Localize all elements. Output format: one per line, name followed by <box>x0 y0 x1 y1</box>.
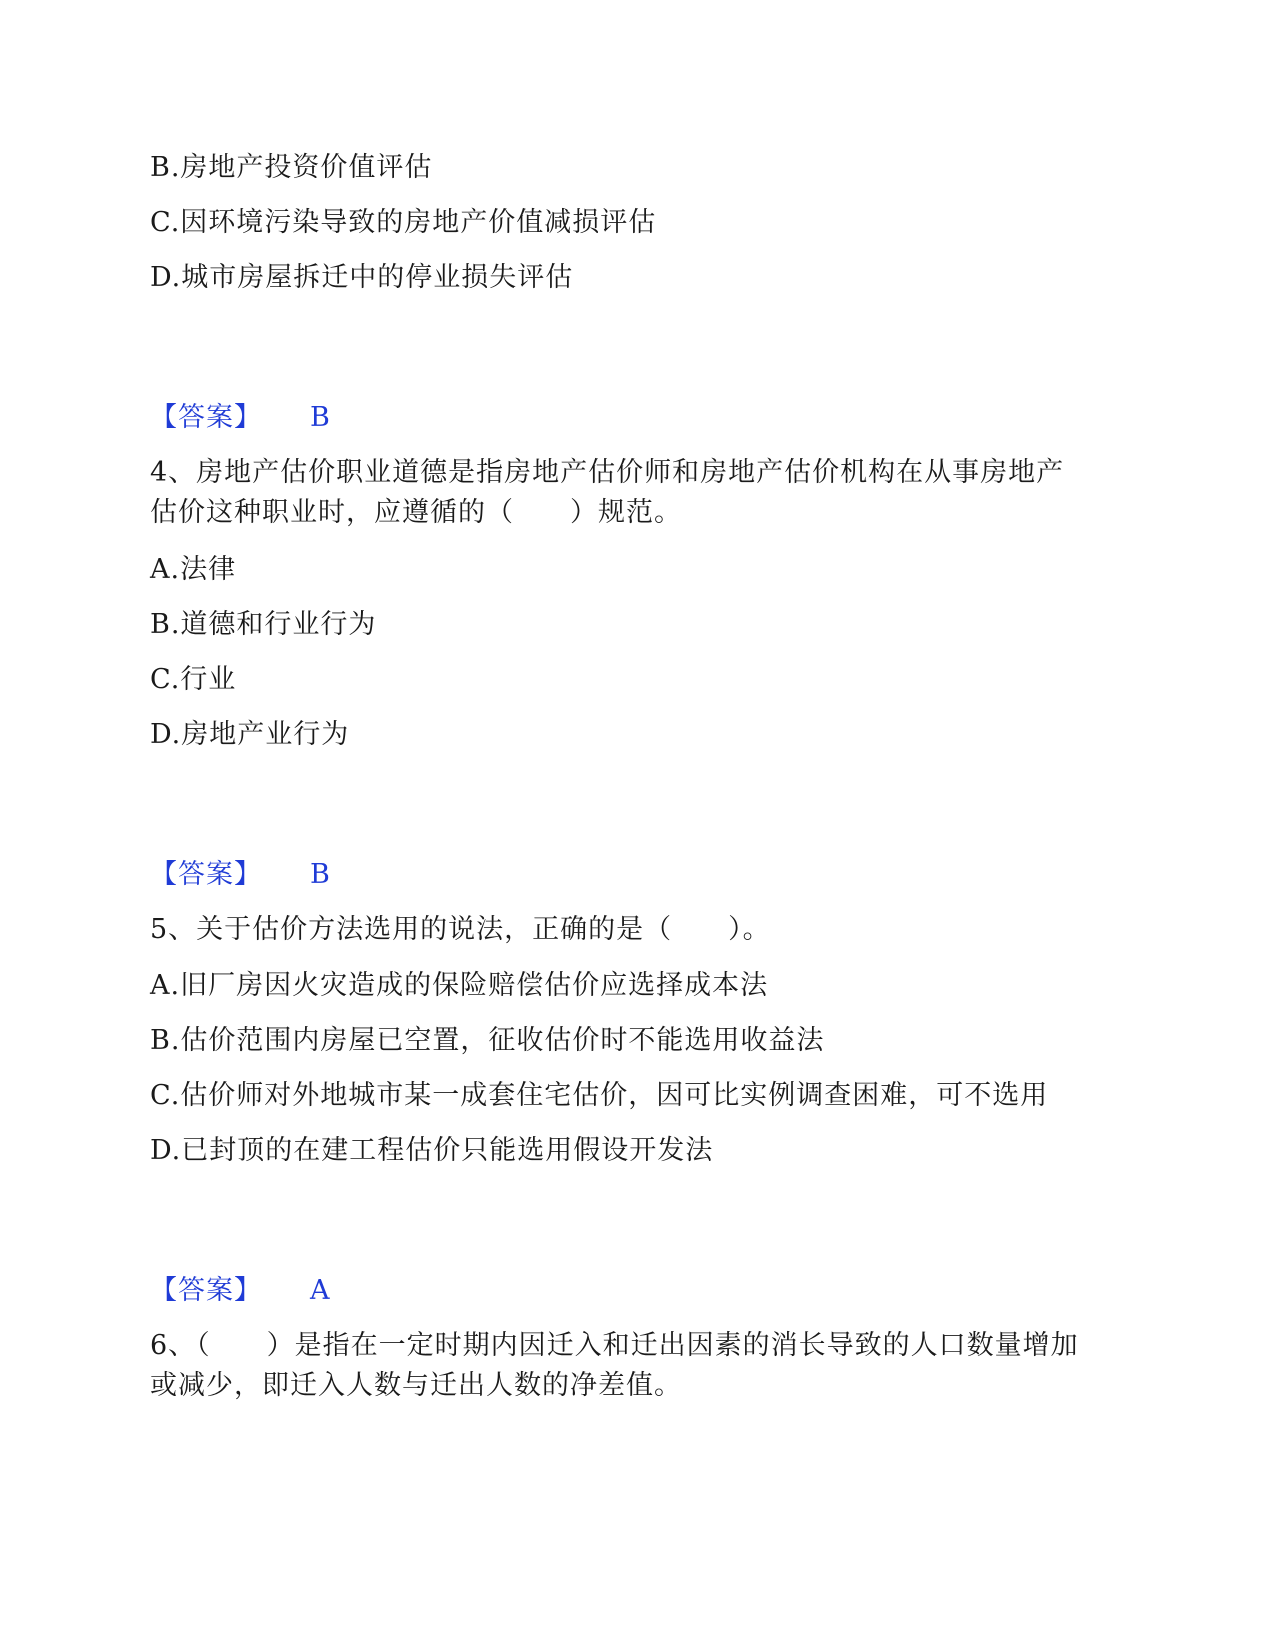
q5-option-d: D.已封顶的在建工程估价只能选用假设开发法 <box>150 1135 714 1166</box>
q3-option-d: D.城市房屋拆迁中的停业损失评估 <box>150 262 574 293</box>
q5-option-c: C.估价师对外地城市某一成套住宅估价，因可比实例调查困难，可不选用 <box>150 1080 1049 1111</box>
answer-value: A <box>310 1275 331 1306</box>
answer-label: 【答案】 <box>150 1275 262 1306</box>
q5-option-a: A.旧厂房因火灾造成的保险赔偿估价应选择成本法 <box>150 970 769 1001</box>
q4-answer <box>150 857 331 893</box>
q4-stem-line2: 估价这种职业时，应遵循的（ ）规范。 <box>150 497 682 528</box>
answer-label: 【答案】 <box>150 859 262 890</box>
q4-option-c: C.行业 <box>150 664 237 695</box>
q5-option-b: B.估价范围内房屋已空置，征收估价时不能选用收益法 <box>150 1025 825 1056</box>
q5-stem-line1: 5、关于估价方法选用的说法，正确的是（ ）。 <box>150 914 771 945</box>
q4-option-d: D.房地产业行为 <box>150 719 350 750</box>
q4-option-a: A.法律 <box>150 554 237 585</box>
answer-label: 【答案】 <box>150 402 262 433</box>
q4-option-b: B.道德和行业行为 <box>150 609 377 640</box>
answer-value: B <box>310 859 331 890</box>
q6-stem-line1: 6、（ ）是指在一定时期内因迁入和迁出因素的消长导致的人口数量增加 <box>150 1330 1079 1361</box>
q3-option-b: B.房地产投资价值评估 <box>150 152 433 183</box>
q3-option-c: C.因环境污染导致的房地产价值减损评估 <box>150 207 657 238</box>
answer-value: B <box>310 402 331 433</box>
q4-stem-line1: 4、房地产估价职业道德是指房地产估价师和房地产估价机构在从事房地产 <box>150 457 1065 488</box>
q3-answer <box>150 400 331 436</box>
q5-answer <box>150 1273 331 1309</box>
q6-stem-line2: 或减少，即迁入人数与迁出人数的净差值。 <box>150 1370 682 1401</box>
